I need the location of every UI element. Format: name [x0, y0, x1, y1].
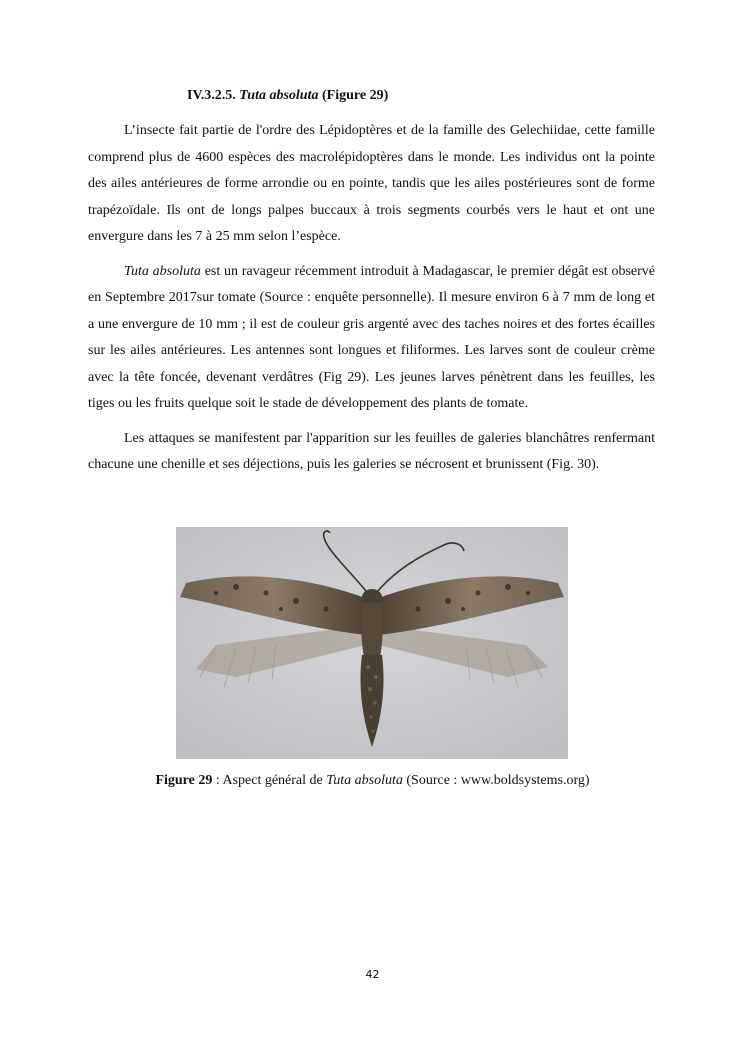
moth-illustration: [176, 527, 568, 759]
paragraph-2-text: est un ravageur récemment introduit à Madagascar, le premier dégât est observé en Septembre 2017sur tomate (Source : enquête personnelle). Il mesure environ 6 à 7 mm de long et a une envergure de 10 mm ; il est de couleur gris argenté avec des taches noires et des fortes écailles sur les ailes antérieures. Les antennes sont longues et filiformes. Les larves sont de couleur crème avec la tête foncée, devenant verdâtres (Fig 29). Les jeunes larves pénètrent dans les feuilles, les tiges ou les fruits quelque soit le stade de développement des plants de tomate.: [88, 263, 656, 411]
body-text: [88, 118, 655, 487]
section-species: Tuta absoluta: [239, 88, 319, 103]
section-number: IV.3.2.5.: [187, 88, 236, 103]
section-figure-ref: (Figure 29): [322, 88, 389, 103]
paragraph-2: [88, 259, 655, 418]
figure-species: Tuta absoluta: [326, 773, 403, 788]
paragraph-1: L’insecte fait partie de l'ordre des Lépidoptères et de la famille des Gelechiidae, cette famille comprend plus de 4600 espèces des macrolépidoptères dans le monde. Les individus ont la pointe des ailes antérieures de forme arrondie ou en pointe, tandis que les ailes postérieures sont de forme trapézoïdale. Ils ont de longs palpes buccaux à trois segments courbés vers le haut et ont une envergure dans les 7 à 25 mm selon l’espèce.: [88, 123, 655, 244]
moth-photo: [176, 527, 568, 759]
moth-thorax: [361, 603, 383, 657]
figure-caption: [0, 773, 745, 789]
figure-label: Figure 29: [155, 773, 213, 788]
paragraph-2-species: Tuta absoluta: [124, 263, 201, 279]
moth-head: [362, 589, 382, 605]
section-heading: [187, 88, 388, 104]
page-number: 42: [365, 968, 380, 981]
paragraph-3: Les attaques se manifestent par l'apparition sur les feuilles de galeries blanchâtres renfermant chacune une chenille et ses déjections, puis les galeries se nécrosent et brunissent (Fig. 30).: [88, 430, 655, 472]
figure-description: : Aspect général de: [212, 773, 327, 788]
figure-source: (Source : www.boldsystems.org): [402, 773, 590, 788]
